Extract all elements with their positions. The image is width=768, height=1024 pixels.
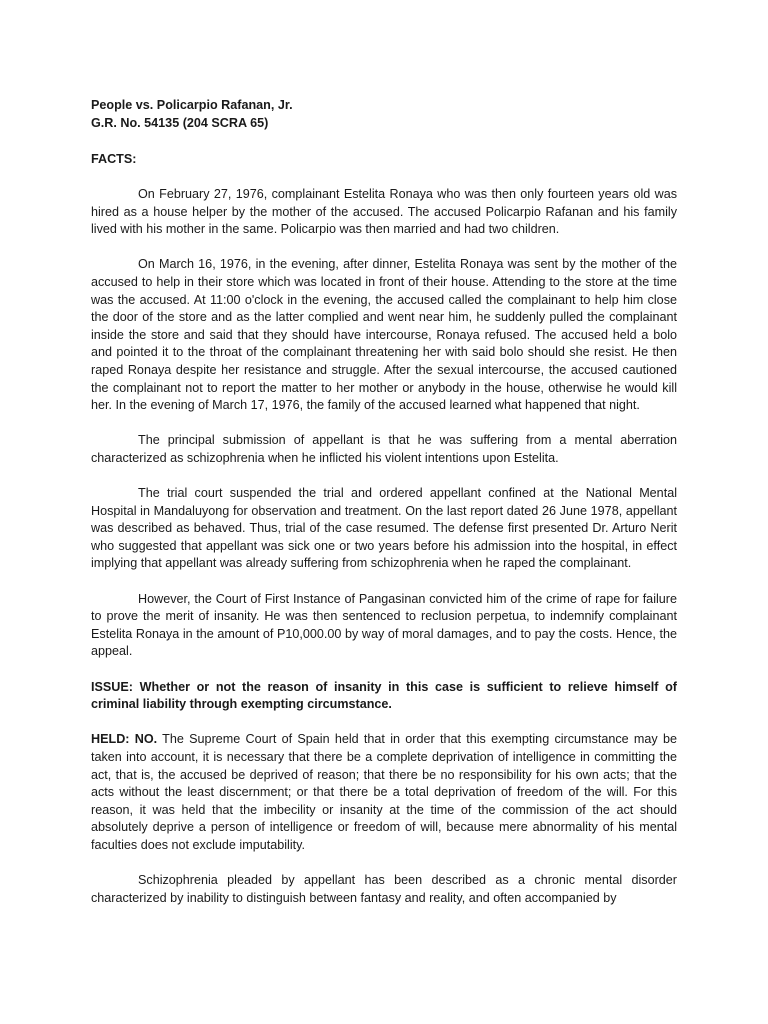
issue-paragraph: ISSUE: Whether or not the reason of insanity in this case is sufficient to relieve himself of criminal liability through exempting circumstance. — [91, 679, 677, 712]
case-number: G.R. No. 54135 (204 SCRA 65) — [91, 116, 269, 130]
facts-paragraph-2: On March 16, 1976, in the evening, after dinner, Estelita Ronaya was sent by the mother of the accused to help in their store which was located in front of their house. Attending to the store at the time was the accused. At 11:00 o'clock in the evening, the accused called the complainant to help him close the door of the store and as the latter complied and went near him, he suddenly pulled the complainant inside the store and said that they should have intercourse, Ronaya refused. The accused held a bolo and pointed it to the throat of the complainant threatening her with said bolo should she resist. He then raped Ronaya despite her resistance and struggle. After the sexual intercourse, the accused cautioned the complainant not to report the matter to her mother or anybody in the house, otherwise he would kill her. In the evening of March 17, 1976, the family of the accused learned what happened that night. — [91, 257, 677, 413]
facts-heading: FACTS: — [91, 152, 137, 166]
held-paragraph — [91, 731, 677, 854]
facts-paragraph-5: However, the Court of First Instance of Pangasinan convicted him of the crime of rape for failure to prove the merit of insanity. He was then sentenced to reclusion perpetua, to indemnify complainant Estelita Ronaya in the amount of P10,000.00 by way of moral damages, and to pay the costs. Hence, the appeal. — [91, 591, 677, 659]
facts-paragraph-3: The principal submission of appellant is that he was suffering from a mental aberration characterized as schizophrenia when he inflicted his violent intentions upon Estelita. — [91, 433, 677, 465]
facts-paragraph-1: On February 27, 1976, complainant Estelita Ronaya who was then only fourteen years old was hired as a house helper by the mother of the accused. The accused Policarpio Rafanan and his family lived with his mother in the same. Policarpio was then married and had two children. — [91, 187, 677, 237]
held-label: HELD: NO. — [91, 732, 158, 747]
held-text: The Supreme Court of Spain held that in order that this exempting circumstance may be taken into account, it is necessary that there be a complete deprivation of intelligence in committing the act, that is, the accused be deprived of reason; that there be no responsibility for his own acts; that the acts without the least discernment; or that there be a total deprivation of freedom of the will. For this reason, it was held that the imbecility or insanity at the time of the commission of the act should absolutely deprive a person of intelligence or freedom of will, because mere abnormality of his mental faculties does not exclude imputability. — [91, 732, 677, 852]
facts-paragraph-4: The trial court suspended the trial and ordered appellant confined at the National Mental Hospital in Mandaluyong for observation and treatment. On the last report dated 26 June 1978, appellant was described as behaved. Thus, trial of the case resumed. The defense first presented Dr. Arturo Nerit who suggested that appellant was sick one or two years before his admission into the hospital, in effect implying that appellant was already suffering from schizophrenia when he raped the complainant. — [91, 486, 677, 571]
held-paragraph-2: Schizophrenia pleaded by appellant has been described as a chronic mental disorder characterized by inability to distinguish between fantasy and reality, and often accompanied by — [91, 873, 677, 905]
case-title: People vs. Policarpio Rafanan, Jr. — [91, 98, 293, 112]
